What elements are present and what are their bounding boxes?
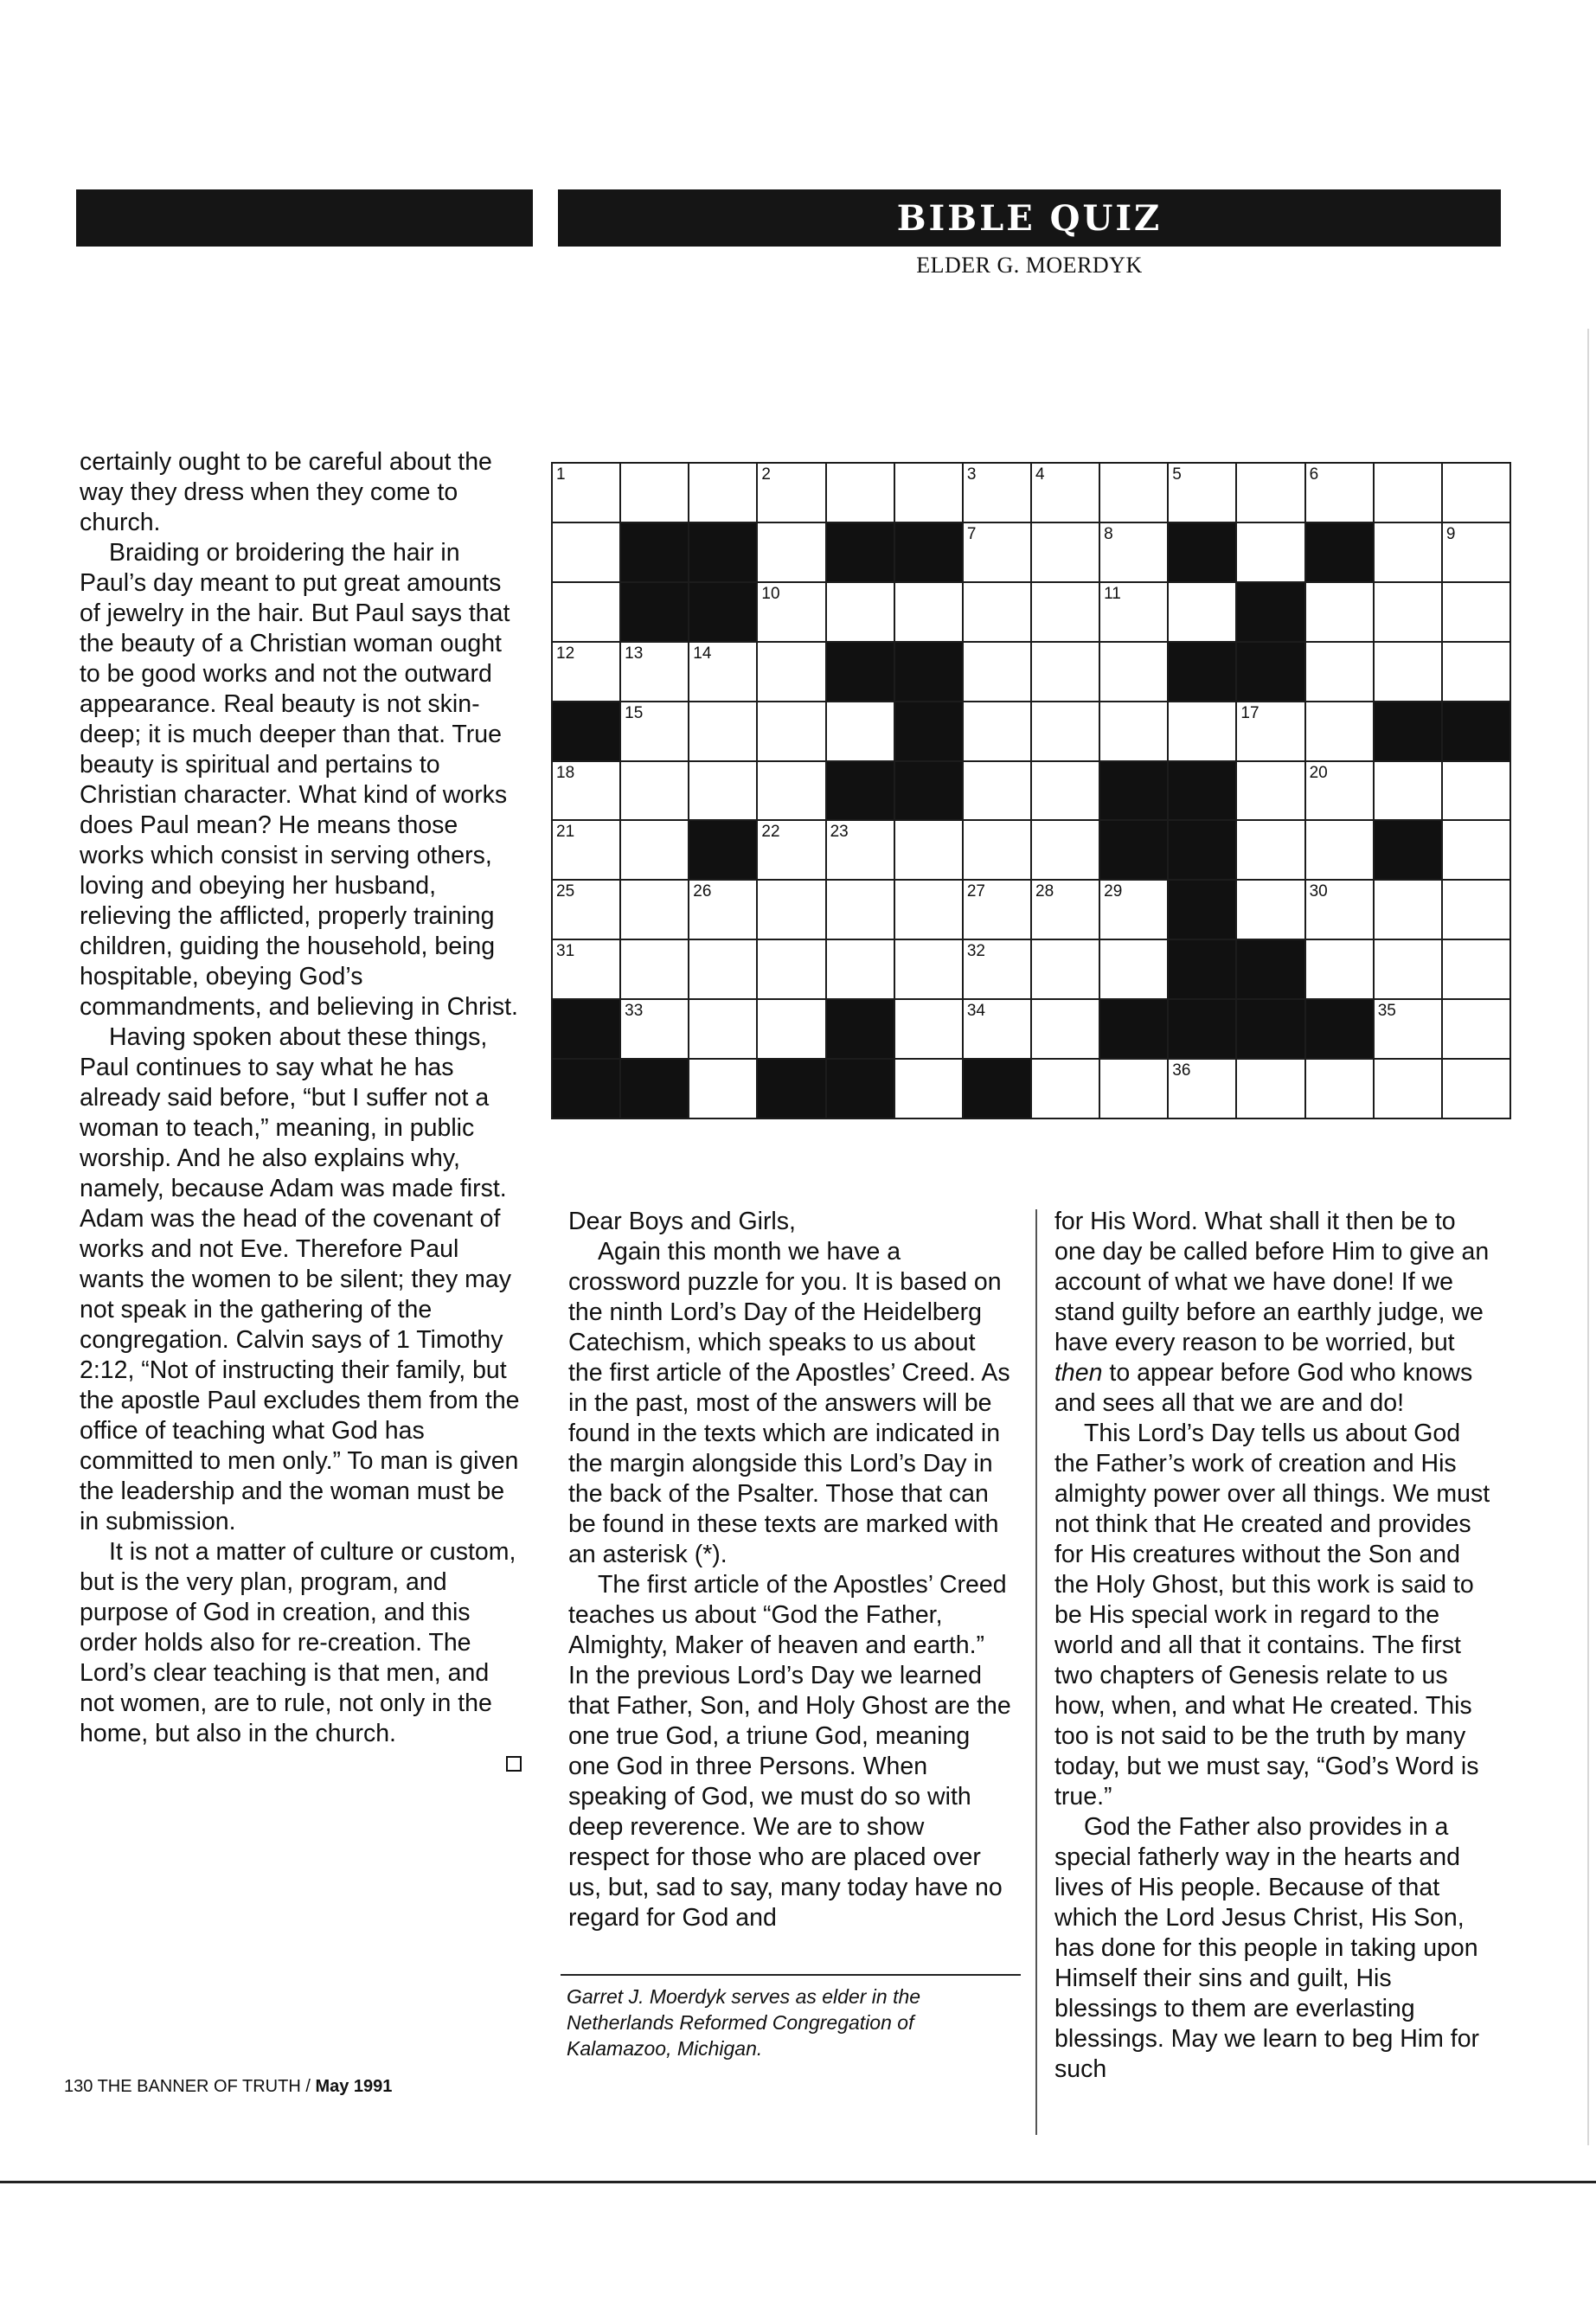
- crossword-cell[interactable]: [551, 581, 621, 643]
- crossword-cell[interactable]: [825, 581, 895, 643]
- clue-number: 18: [556, 763, 575, 782]
- middle-column: [568, 1207, 1011, 1933]
- page-title: [558, 189, 1501, 247]
- crossword-cell[interactable]: [1235, 879, 1305, 940]
- crossword-cell[interactable]: [756, 939, 826, 1000]
- crossword-cell[interactable]: [962, 819, 1032, 881]
- clue-number: 31: [556, 942, 575, 961]
- crossword-black-cell: [825, 998, 895, 1060]
- crossword-cell[interactable]: [1373, 1058, 1443, 1119]
- crossword-cell[interactable]: [551, 939, 621, 1000]
- crossword-black-cell: [1167, 760, 1237, 822]
- crossword-black-cell: [688, 819, 758, 881]
- clue-number: 21: [556, 823, 575, 842]
- crossword-cell[interactable]: [688, 879, 758, 940]
- crossword-cell[interactable]: [1373, 522, 1443, 583]
- crossword-cell[interactable]: [1099, 939, 1169, 1000]
- crossword-cell[interactable]: [756, 641, 826, 702]
- crossword-cell[interactable]: [756, 522, 826, 583]
- paragraph-text: to appear before God who knows and sees all that we are and do!: [1054, 1359, 1473, 1417]
- folio-text: 130 THE BANNER OF TRUTH /: [64, 2077, 316, 2096]
- crossword-cell[interactable]: [1441, 879, 1511, 940]
- crossword-cell[interactable]: [1030, 998, 1100, 1060]
- crossword-black-cell: [825, 1058, 895, 1119]
- crossword-cell[interactable]: [1030, 819, 1100, 881]
- crossword-cell[interactable]: [688, 701, 758, 762]
- paragraph: The first article of the Apostles’ Creed teaches us about “God the Father, Almighty, Maker of heaven and earth.” In the previous Lord’s Day we learned that Father, Son, and Holy Ghost are the one true God, a triune God, meaning one God in three Persons. When speaking of God, we must do so with deep reverence. We are to show respect for those who are placed over us, but, sad to say, many today have no regard for God and: [568, 1571, 1011, 1932]
- crossword-cell[interactable]: [619, 998, 689, 1060]
- crossword-black-cell: [1304, 522, 1375, 583]
- clue-number: 30: [1309, 882, 1328, 901]
- crossword-cell[interactable]: [1030, 879, 1100, 940]
- crossword-cell[interactable]: [894, 939, 964, 1000]
- paragraph: [1054, 1207, 1501, 1419]
- clue-number: 2: [761, 465, 771, 484]
- crossword-black-cell: [551, 998, 621, 1060]
- right-column: [1054, 1207, 1501, 2085]
- crossword-cell[interactable]: [619, 939, 689, 1000]
- crossword-cell[interactable]: [551, 819, 621, 881]
- author-footnote: Garret J. Moerdyk serves as elder in the Netherlands Reformed Congregation of Kalamazoo, Michigan.: [567, 1985, 921, 2060]
- column-divider: [1035, 1209, 1037, 2135]
- crossword-cell[interactable]: [1441, 819, 1511, 881]
- crossword-black-cell: [1099, 760, 1169, 822]
- crossword-cell[interactable]: [1304, 760, 1375, 822]
- crossword-cell[interactable]: [1099, 522, 1169, 583]
- crossword-cell[interactable]: [1030, 701, 1100, 762]
- crossword-cell[interactable]: [619, 462, 689, 523]
- clue-number: 1: [556, 465, 566, 484]
- page-edge-shadow: [1587, 329, 1589, 2145]
- crossword-cell[interactable]: [1441, 641, 1511, 702]
- header-bar-left: [76, 189, 533, 247]
- issue-date: May 1991: [315, 2077, 393, 2096]
- crossword-black-cell: [1235, 581, 1305, 643]
- crossword-black-cell: [1235, 641, 1305, 702]
- crossword-cell[interactable]: [1304, 462, 1375, 523]
- crossword-black-cell: [619, 581, 689, 643]
- crossword-cell[interactable]: [756, 760, 826, 822]
- clue-number: 6: [1309, 465, 1319, 484]
- crossword-black-cell: [1167, 819, 1237, 881]
- crossword-black-cell: [1373, 701, 1443, 762]
- crossword-cell[interactable]: [825, 879, 895, 940]
- crossword-cell[interactable]: [619, 879, 689, 940]
- crossword-cell[interactable]: [1373, 998, 1443, 1060]
- crossword-cell[interactable]: [1099, 1058, 1169, 1119]
- crossword-cell[interactable]: [1099, 581, 1169, 643]
- crossword-cell[interactable]: [756, 581, 826, 643]
- crossword-cell[interactable]: [756, 701, 826, 762]
- crossword-cell[interactable]: [962, 641, 1032, 702]
- clue-number: 29: [1104, 882, 1123, 901]
- crossword-cell[interactable]: [1304, 879, 1375, 940]
- crossword-cell[interactable]: [825, 939, 895, 1000]
- crossword-cell[interactable]: [1030, 581, 1100, 643]
- clue-number: 11: [1104, 584, 1121, 603]
- crossword-cell[interactable]: [756, 879, 826, 940]
- crossword-cell[interactable]: [1441, 581, 1511, 643]
- crossword-cell[interactable]: [962, 701, 1032, 762]
- crossword-black-cell: [551, 701, 621, 762]
- clue-number: 7: [966, 524, 977, 543]
- clue-number: 26: [693, 882, 712, 901]
- clue-number: 32: [966, 942, 985, 961]
- crossword-cell[interactable]: [1235, 1058, 1305, 1119]
- crossword-black-cell: [1167, 522, 1237, 583]
- crossword-cell[interactable]: [1030, 641, 1100, 702]
- crossword-black-cell: [894, 701, 964, 762]
- crossword-cell[interactable]: [962, 939, 1032, 1000]
- paragraph: Again this month we have a crossword puzzle for you. It is based on the ninth Lord’s Day of the Heidelberg Catechism, which speaks to us about the first article of the Apostles’ Creed. As in the past, most of the answers will be found in the texts which are indicated in the margin alongside this Lord’s Day in the back of the Psalter. Those that can be found in these texts are marked with an asterisk (*).: [568, 1238, 1010, 1568]
- crossword-cell[interactable]: [1441, 998, 1511, 1060]
- crossword-cell[interactable]: [1167, 581, 1237, 643]
- footnote-rule: [561, 1974, 1021, 1976]
- clue-number: 27: [966, 882, 985, 901]
- clue-number: 25: [556, 882, 575, 901]
- clue-number: 4: [1035, 465, 1045, 484]
- crossword-cell[interactable]: [825, 701, 895, 762]
- crossword-cell[interactable]: [551, 879, 621, 940]
- clue-number: 23: [830, 823, 849, 842]
- clue-number: 5: [1172, 465, 1182, 484]
- crossword-cell[interactable]: [1304, 581, 1375, 643]
- clue-number: 33: [625, 1002, 644, 1021]
- crossword-cell[interactable]: [962, 998, 1032, 1060]
- crossword-cell[interactable]: [1304, 641, 1375, 702]
- crossword-black-cell: [1167, 939, 1237, 1000]
- crossword-cell[interactable]: [1373, 462, 1443, 523]
- crossword-black-cell: [894, 641, 964, 702]
- paragraph: This Lord’s Day tells us about God the Father’s work of creation and His almighty power over all things. We must not think that He created and provides for His creatures without the Son and the Holy Ghost, but this work is said to be His special work in regard to the world and all that it contains. The first two chapters of Genesis relate to us how, when, and what He created. This too is not said to be the truth by many today, but we must say, “God’s Word is true.”: [1054, 1420, 1490, 1811]
- clue-number: 15: [625, 703, 644, 722]
- crossword-cell[interactable]: [1030, 939, 1100, 1000]
- clue-number: 13: [625, 644, 644, 663]
- crossword-cell[interactable]: [1373, 760, 1443, 822]
- crossword-cell[interactable]: [551, 760, 621, 822]
- crossword-cell[interactable]: [756, 998, 826, 1060]
- crossword-black-cell: [825, 760, 895, 822]
- crossword-black-cell: [1373, 819, 1443, 881]
- left-column: [80, 447, 522, 1772]
- crossword-cell[interactable]: [551, 522, 621, 583]
- crossword-cell[interactable]: [894, 462, 964, 523]
- crossword-black-cell: [688, 581, 758, 643]
- clue-number: 3: [966, 465, 977, 484]
- crossword-cell[interactable]: [1099, 879, 1169, 940]
- crossword-black-cell: [825, 522, 895, 583]
- page-title-text: BIBLE QUIZ: [896, 197, 1163, 239]
- crossword-cell[interactable]: [619, 641, 689, 702]
- crossword-cell[interactable]: [1373, 879, 1443, 940]
- crossword-cell[interactable]: [962, 581, 1032, 643]
- crossword-cell[interactable]: [688, 1058, 758, 1119]
- crossword-black-cell: [894, 522, 964, 583]
- crossword-cell[interactable]: [1235, 462, 1305, 523]
- crossword-cell[interactable]: [551, 462, 621, 523]
- crossword-cell[interactable]: [1030, 1058, 1100, 1119]
- crossword-black-cell: [756, 1058, 826, 1119]
- crossword-cell[interactable]: [1167, 462, 1237, 523]
- crossword-cell[interactable]: [962, 879, 1032, 940]
- crossword-black-cell: [619, 1058, 689, 1119]
- crossword-cell[interactable]: [1441, 1058, 1511, 1119]
- crossword-cell[interactable]: [1441, 522, 1511, 583]
- crossword-black-cell: [1167, 641, 1237, 702]
- clue-number: 28: [1035, 882, 1054, 901]
- crossword-cell[interactable]: [1167, 1058, 1237, 1119]
- crossword-cell[interactable]: [551, 641, 621, 702]
- crossword-cell[interactable]: [688, 760, 758, 822]
- clue-number: 17: [1240, 703, 1259, 722]
- paragraph: God the Father also provides in a special fatherly way in the hearts and lives of His people. Because of that which the Lord Jesus Christ, His Son, has done for this people in taking upon Himself their sins and guilt, His blessings to them are everlasting blessings. May we learn to beg Him for such: [1054, 1813, 1480, 2083]
- crossword-cell[interactable]: [1235, 760, 1305, 822]
- crossword-cell[interactable]: [619, 701, 689, 762]
- crossword-cell[interactable]: [962, 760, 1032, 822]
- crossword-black-cell: [1441, 701, 1511, 762]
- clue-number: 34: [966, 1002, 985, 1021]
- crossword-cell[interactable]: [1304, 819, 1375, 881]
- paragraph: Braiding or broidering the hair in Paul’s day meant to put great amounts of jewelry in the hair. But Paul says that the beauty of a Christian woman ought to be good works and not the outward appearance. Real beauty is not skin-deep; it is much deeper than that. True beauty is spiritual and pertains to Christian character. What kind of works does Paul mean? He means those works which consist in serving others, loving and obeying her husband, relieving the afflicted, properly training children, guiding the household, being hospitable, obeying God’s commandments, and believing in Christ.: [80, 539, 518, 1021]
- crossword-black-cell: [688, 522, 758, 583]
- crossword-cell[interactable]: [1235, 701, 1305, 762]
- crossword-cell[interactable]: [962, 462, 1032, 523]
- crossword-black-cell: [894, 760, 964, 822]
- crossword-black-cell: [1235, 939, 1305, 1000]
- crossword-cell[interactable]: [756, 819, 826, 881]
- crossword-black-cell: [1099, 998, 1169, 1060]
- crossword-cell[interactable]: [894, 819, 964, 881]
- top-margin: [0, 0, 1596, 115]
- crossword-cell[interactable]: [688, 939, 758, 1000]
- paragraph-text: for His Word. What shall it then be to one day be called before Him to give an account of what we have done! If we stand guilty before an earthly judge, we have every reason to be worried, but: [1054, 1208, 1490, 1356]
- clue-number: 36: [1172, 1061, 1191, 1080]
- page-edge-line: [0, 2181, 1596, 2183]
- crossword-black-cell: [1235, 998, 1305, 1060]
- crossword-black-cell: [1167, 998, 1237, 1060]
- bottom-margin: [0, 2189, 1596, 2301]
- crossword-black-cell: [619, 522, 689, 583]
- crossword-cell[interactable]: [1030, 522, 1100, 583]
- author-byline: ELDER G. MOERDYK: [916, 253, 1143, 278]
- crossword-cell[interactable]: [1235, 819, 1305, 881]
- crossword-cell[interactable]: [688, 998, 758, 1060]
- clue-number: 8: [1104, 524, 1113, 543]
- paragraph: It is not a matter of culture or custom, but is the very plan, program, and purpose of God in creation, and this order holds also for re-creation. The Lord’s clear teaching is that men, and not women, are to rule, not only in the home, but also in the church.: [80, 1538, 516, 1747]
- crossword-grid: [552, 463, 1510, 1118]
- crossword-black-cell: [962, 1058, 1032, 1119]
- crossword-cell[interactable]: [1441, 760, 1511, 822]
- crossword-cell[interactable]: [962, 522, 1032, 583]
- page-footer: [64, 2077, 392, 2097]
- crossword-cell[interactable]: [1304, 1058, 1375, 1119]
- crossword-cell[interactable]: [1235, 522, 1305, 583]
- clue-number: 10: [761, 584, 780, 603]
- clue-number: 20: [1309, 763, 1328, 782]
- crossword-cell[interactable]: [1099, 701, 1169, 762]
- crossword-black-cell: [1167, 879, 1237, 940]
- crossword-cell[interactable]: [1030, 462, 1100, 523]
- crossword-cell[interactable]: [825, 819, 895, 881]
- crossword-cell[interactable]: [1373, 939, 1443, 1000]
- clue-number: 9: [1445, 524, 1456, 543]
- crossword-cell[interactable]: [1373, 581, 1443, 643]
- crossword-cell[interactable]: [1099, 641, 1169, 702]
- crossword-cell[interactable]: [894, 1058, 964, 1119]
- salutation: Dear Boys and Girls,: [568, 1208, 796, 1235]
- clue-number: 35: [1377, 1002, 1396, 1021]
- crossword-cell[interactable]: [1304, 939, 1375, 1000]
- crossword-cell[interactable]: [619, 760, 689, 822]
- clue-number: 14: [693, 644, 712, 663]
- crossword-cell[interactable]: [1441, 462, 1511, 523]
- crossword-cell[interactable]: [1030, 760, 1100, 822]
- crossword-cell[interactable]: [894, 998, 964, 1060]
- crossword-black-cell: [1304, 998, 1375, 1060]
- crossword-cell[interactable]: [825, 462, 895, 523]
- crossword-cell[interactable]: [619, 819, 689, 881]
- crossword-black-cell: [1099, 819, 1169, 881]
- end-of-article-box-icon: [506, 1756, 522, 1772]
- crossword-cell[interactable]: [1099, 462, 1169, 523]
- paragraph: certainly ought to be careful about the way they dress when they come to church.: [80, 448, 492, 536]
- crossword-cell[interactable]: [1373, 641, 1443, 702]
- crossword-cell[interactable]: [1441, 939, 1511, 1000]
- emphasis-text: then: [1054, 1359, 1103, 1387]
- crossword-cell[interactable]: [894, 879, 964, 940]
- crossword-cell[interactable]: [1167, 701, 1237, 762]
- clue-number: 22: [761, 823, 780, 842]
- crossword-black-cell: [551, 1058, 621, 1119]
- clue-number: 12: [556, 644, 575, 663]
- crossword-cell[interactable]: [894, 581, 964, 643]
- paragraph: Having spoken about these things, Paul continues to say what he has already said before, “but I suffer not a woman to teach,” meaning, in public worship. And he also explains why, namely, because Adam was made first. Adam was the head of the covenant of works and not Eve. Therefore Paul wants the women to be silent; they may not speak in the gathering of the congregation. Calvin says of 1 Timothy 2:12, “Not of instructing their family, but the apostle Paul excludes them from the office of teaching what God has committed to men only.” To man is given the leadership and the woman must be in submission.: [80, 1023, 520, 1535]
- crossword-cell[interactable]: [1304, 701, 1375, 762]
- crossword-black-cell: [825, 641, 895, 702]
- crossword-cell[interactable]: [756, 462, 826, 523]
- crossword-cell[interactable]: [688, 462, 758, 523]
- crossword-cell[interactable]: [688, 641, 758, 702]
